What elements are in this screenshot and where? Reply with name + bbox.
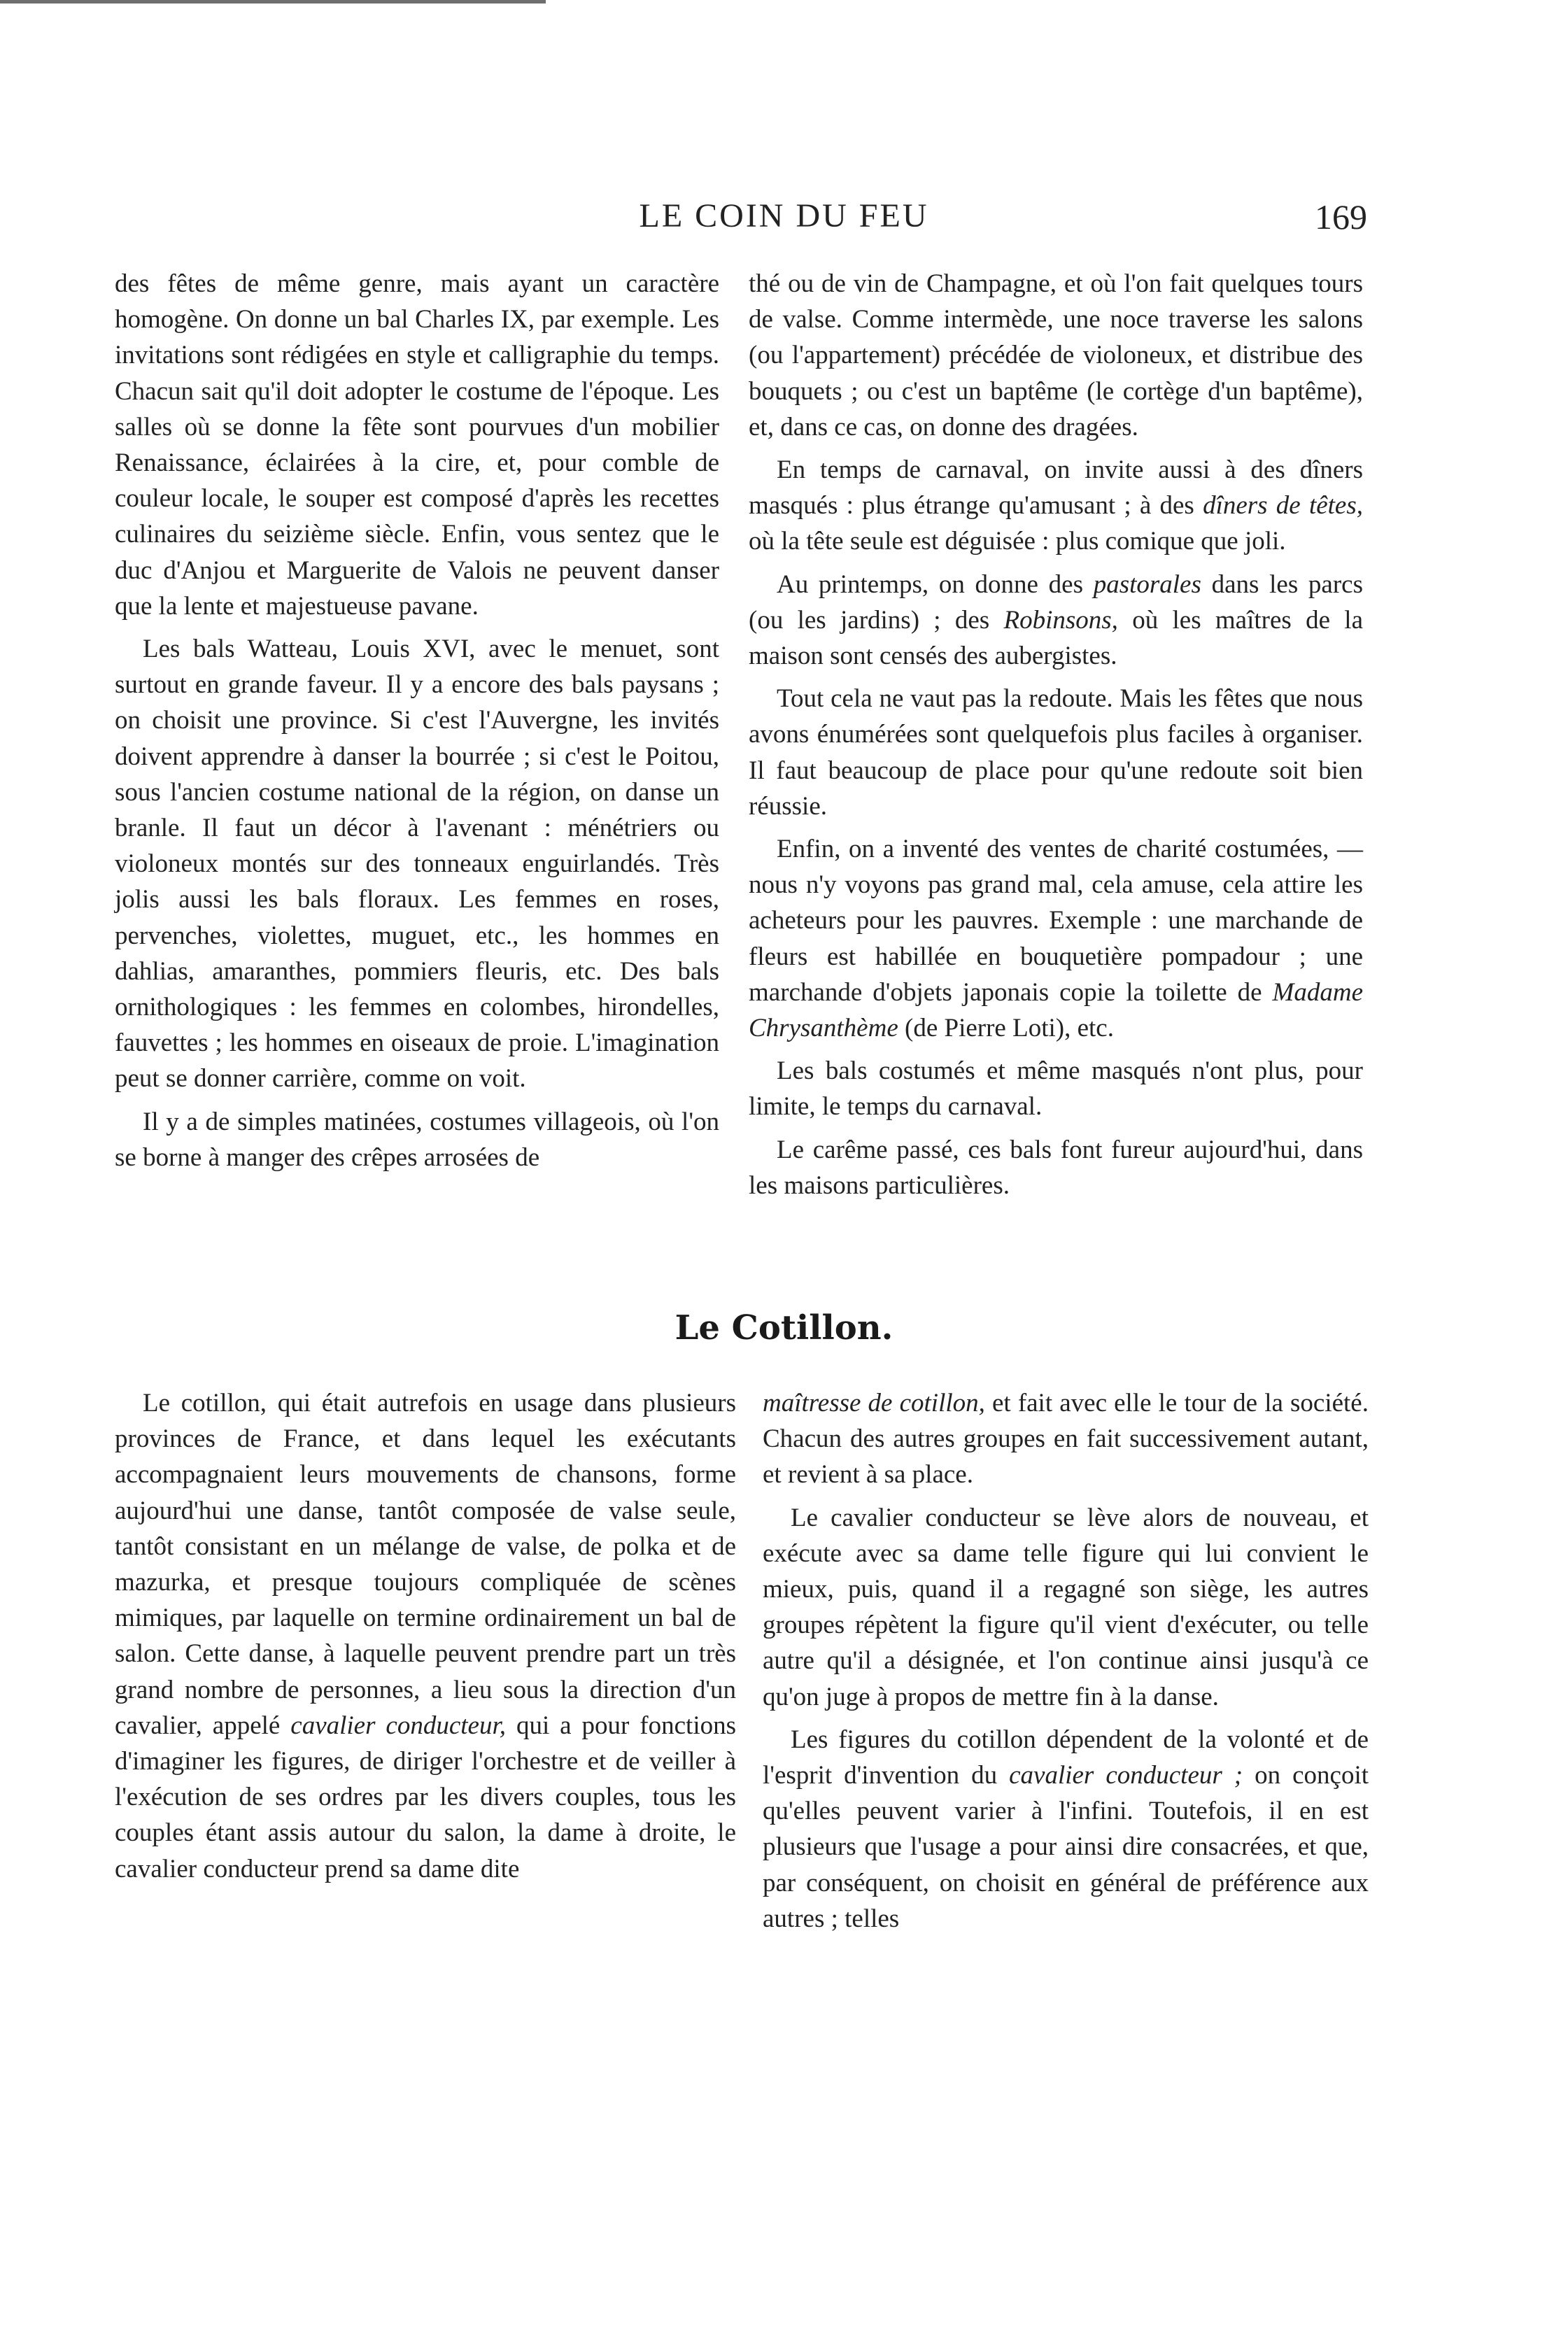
paragraph: Le cavalier conducteur se lève alors de nouveau, et exécute avec sa dame telle figure qui lui convient le mieux, puis, quand il a regagné son siège, les autres groupes répètent la figure qu'il vient d'exécuter, ou telle autre qu'il a désignée, et l'on continue ainsi jusqu'à ce qu'on juge à propos de mettre fin à la danse. bbox=[763, 1503, 1369, 1711]
paragraph bbox=[763, 1385, 1369, 1493]
paragraph: Le carême passé, ces bals font fureur aujourd'hui, dans les maisons particulières. bbox=[749, 1135, 1363, 1200]
text-run: En temps de carnaval, on invite aussi à des dîners masqués : plus étrange qu'amusant ; à des bbox=[749, 455, 1363, 521]
text-run: on conçoit qu'elles peuvent varier à l'infini. Toutefois, il en est plusieurs que l'usage a pour ainsi dire consacrées, et que, par conséquent, on choisit en général de préférence aux autres ; telles bbox=[763, 1761, 1369, 1933]
top-right-column bbox=[749, 266, 1363, 1210]
paragraph: Tout cela ne vaut pas la redoute. Mais les fêtes que nous avons énumérées sont quelquefois plus faciles à organiser. Il faut beaucoup de place pour qu'une redoute soit bien réussie. bbox=[749, 684, 1363, 821]
italic-text: Madame Chrysanthème bbox=[749, 977, 1363, 1043]
italic-text: cavalier conducteur, bbox=[290, 1711, 507, 1740]
running-title: LE COIN DU FEU bbox=[639, 197, 929, 234]
text-run: Les figures du cotillon dépendent de la volonté et de l'esprit d'invention du bbox=[763, 1725, 1369, 1790]
section-heading: Le Cotillon. bbox=[674, 1308, 894, 1348]
text-run: Enfin, on a inventé des ventes de charité costumées, — nous n'y voyons pas grand mal, cela amuse, cela attire les acheteurs pour les pauvres. Exemple : une marchande de fleurs est habillée en bouquetière pompadour ; une marchande d'objets japonais copie la toilette de bbox=[749, 835, 1363, 1007]
text-run: où les maîtres de la maison sont censés des aubergistes. bbox=[749, 605, 1363, 671]
bottom-right-column bbox=[763, 1385, 1369, 1944]
top-rule bbox=[0, 0, 546, 3]
paragraph: Les bals Watteau, Louis XVI, avec le menuet, sont surtout en grande faveur. Il y a encore des bals paysans ; on choisit une province. Si c'est l'Auvergne, les invités doivent apprendre à danser la bourrée ; si c'est le Poitou, sous l'ancien costume national de la région, on danse un branle. Il faut un décor à l'avenant : ménétriers ou violoneux montés sur des tonneaux enguirlandés. Très jolis aussi les bals floraux. Les femmes en roses, pervenches, violettes, muguet, etc., les hommes en dahlias, amaranthes, pommiers fleuris, etc. Des bals ornithologiques : les femmes en colombes, hirondelles, fauvettes ; les hommes en oiseaux de proie. L'imagination peut se donner carrière, comme on voit. bbox=[115, 635, 719, 1094]
text-run: et fait avec elle le tour de la société. Chacun des autres groupes en fait successivement autant, et revient à sa place. bbox=[763, 1389, 1369, 1490]
bottom-left-column bbox=[115, 1385, 736, 1894]
paragraph bbox=[749, 567, 1363, 674]
paragraph: des fêtes de même genre, mais ayant un caractère homogène. On donne un bal Charles IX, par exemple. Les invitations sont rédigées en style et calligraphie du temps. Chacun sait qu'il doit adopter le costume de l'époque. Les salles où se donne la fête sont pourvues d'un mobilier Renaissance, éclairées à la cire, et, pour comble de couleur locale, le souper est composé d'après les recettes culinaires du seizième siècle. Enfin, vous sentez que le duc d'Anjou et Marguerite de Valois ne peuvent danser que la lente et majestueuse pavane. bbox=[115, 269, 719, 621]
paragraph: thé ou de vin de Champagne, et où l'on fait quelques tours de valse. Comme intermède, une noce traverse les salons (ou l'appartement) précédée de violoneux, et distribue des bouquets ; ou c'est un baptême (le cortège d'un baptême), et, dans ce cas, on donne des dragées. bbox=[749, 269, 1363, 441]
text-run: (de Pierre Loti), etc. bbox=[898, 1014, 1114, 1043]
top-left-column bbox=[115, 266, 719, 1182]
italic-text: pastorales bbox=[1093, 570, 1201, 599]
paragraph bbox=[749, 831, 1363, 1046]
text-run: dans les parcs (ou les jardins) ; des bbox=[749, 570, 1363, 635]
italic-text: cavalier conducteur ; bbox=[1009, 1761, 1243, 1790]
italic-text: dîners de têtes, bbox=[1203, 491, 1363, 521]
italic-text: Robinsons, bbox=[1003, 605, 1118, 635]
paragraph: Il y a de simples matinées, costumes villageois, où l'on se borne à manger des crêpes arrosées de bbox=[115, 1107, 719, 1172]
text-run: Le cotillon, qui était autrefois en usage dans plusieurs provinces de France, et dans lequel les exécutants accompagnaient leurs mouvements de chansons, forme aujourd'hui une danse, tantôt composée de valse seule, tantôt consistant en un mélange de valse, de polka et de mazurka, et presque toujours compliquée de scènes mimiques, par laquelle on termine ordinairement un bal de salon. Cette danse, à laquelle peuvent prendre part un très grand nombre de personnes, a lieu sous la direction d'un cavalier, appelé bbox=[115, 1389, 736, 1740]
paragraph bbox=[763, 1722, 1369, 1937]
text-run: Au printemps, on donne des bbox=[777, 570, 1094, 599]
paragraph bbox=[115, 1385, 736, 1887]
paragraph bbox=[749, 452, 1363, 560]
page-number: 169 bbox=[1315, 197, 1367, 236]
italic-text: maîtresse de cotillon, bbox=[763, 1389, 985, 1417]
paragraph: Les bals costumés et même masqués n'ont plus, pour limite, le temps du carnaval. bbox=[749, 1056, 1363, 1122]
text-run: qui a pour fonctions d'imaginer les figures, de diriger l'orchestre et de veiller à l'exécution de ses ordres par les divers couples, tous les couples étant assis autour du salon, la dame à droite, le cavalier conducteur prend sa dame dite bbox=[115, 1711, 736, 1883]
text-run: où la tête seule est déguisée : plus comique que joli. bbox=[749, 527, 1286, 556]
